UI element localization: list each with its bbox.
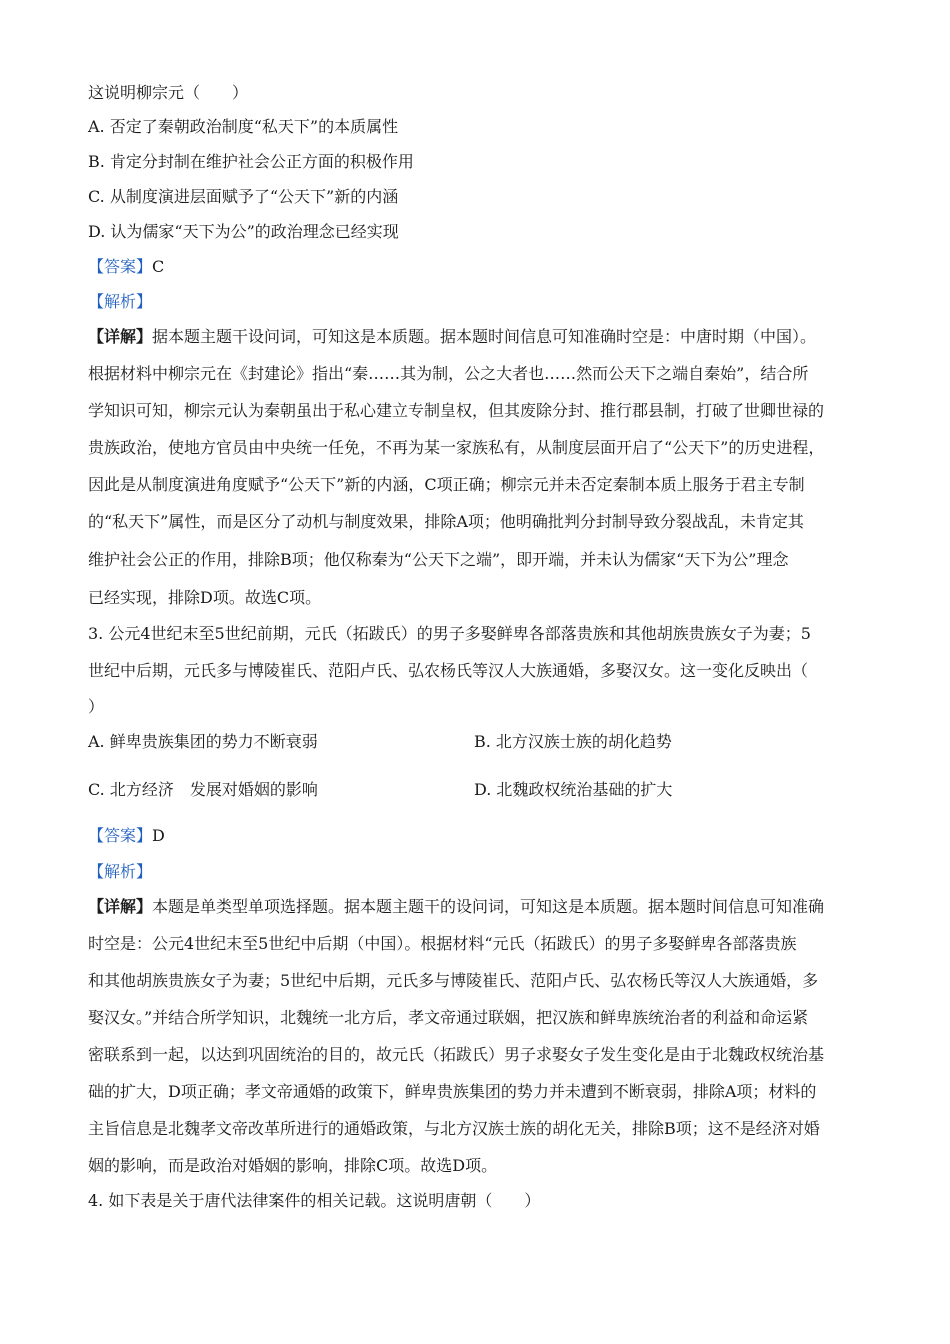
- q2-option-a: A. 否定了秦朝政治制度“私天下”的本质属性: [88, 117, 399, 136]
- q2-option-c: C. 从制度演进层面赋予了“公天下”新的内涵: [88, 187, 399, 206]
- q2-detail-line-5: 的“私天下”属性，而是区分了动机与制度效果，排除A项；他明确批判分封制导致分裂战乱，未肯定其: [88, 512, 804, 531]
- q2-answer-line: [88, 257, 863, 277]
- q3-detail-text-0: 本题是单类型单项选择题。据本题主题干的设问词，可知这是本质题。据本题时间信息可知准确: [152, 897, 825, 916]
- q2-detail-line-7: 已经实现，排除D项。故选C项。: [88, 588, 322, 607]
- q3-detail-line-2: 和其他胡族贵族女子为妻；5世纪中后期，元氏多与博陵崔氏、范阳卢氏、弘农杨氏等汉人大族通婚，多: [88, 971, 819, 990]
- q2-detail-line-3: 贵族政治，使地方官员由中央统一任免，不再为某一家族私有，从制度层面开启了“公天下”的历史进程，: [88, 438, 825, 457]
- q2-detail-text-0: 据本题主题干设问词，可知这是本质题。据本题时间信息可知准确时空是：中唐时期（中国）。: [152, 327, 817, 346]
- q3-detail-tag: 【详解】: [88, 897, 153, 916]
- q3-stem-line-2: ）: [88, 697, 105, 716]
- q2-answer-tag: 【答案】: [88, 257, 153, 276]
- q3-detail-line-4: 密联系到一起，以达到巩固统治的目的，故元氏（拓跋氏）男子求娶女子发生变化是由于北魏政权统治基: [88, 1045, 825, 1064]
- q3-stem-line-1: 世纪中后期，元氏多与博陵崔氏、范阳卢氏、弘农杨氏等汉人大族通婚，多娶汉女。这一变化反映出（: [88, 661, 809, 680]
- q3-analysis-line: [88, 862, 863, 882]
- q2-answer-value: C: [152, 257, 165, 276]
- q3-detail-line-6: 主旨信息是北魏孝文帝改革所进行的通婚政策，与北方汉族士族的胡化无关，排除B项；这不是经济对婚: [88, 1119, 820, 1138]
- q3-option-c: C. 北方经济 发展对婚姻的影响: [88, 780, 318, 799]
- q2-option-b: B. 肯定分封制在维护社会公正方面的积极作用: [88, 152, 414, 171]
- q3-detail-line-7: 姻的影响，而是政治对婚姻的影响，排除C项。故选D项。: [88, 1156, 498, 1175]
- q4-stem: 4. 如下表是关于唐代法律案件的相关记载。这说明唐朝（ ）: [88, 1191, 541, 1210]
- q2-detail-line-6: 维护社会公正的作用，排除B项；他仅称秦为“公天下之端”，即开端，并未认为儒家“天下为公”理念: [88, 550, 789, 569]
- q3-detail-line-0: [88, 897, 863, 917]
- q3-answer-value: D: [152, 826, 165, 845]
- q2-analysis-line: [88, 292, 863, 312]
- q3-option-a: A. 鲜卑贵族集团的势力不断衰弱: [88, 732, 318, 751]
- q3-option-d: D. 北魏政权统治基础的扩大: [474, 780, 673, 799]
- q2-option-d: D. 认为儒家“天下为公”的政治理念已经实现: [88, 222, 399, 241]
- q2-analysis-tag: 【解析】: [88, 292, 153, 311]
- q2-detail-line-1: 根据材料中柳宗元在《封建论》指出“秦……其为制，公之大者也……然而公天下之端自秦始”，结合所: [88, 364, 809, 383]
- q3-detail-line-3: 娶汉女。”并结合所学知识，北魏统一北方后，孝文帝通过联姻，把汉族和鲜卑族统治者的利益和命运紧: [88, 1008, 809, 1027]
- q3-stem-line-0: 3. 公元4世纪末至5世纪前期，元氏（拓跋氏）的男子多娶鲜卑各部落贵族和其他胡族贵族女子为妻；5: [88, 624, 811, 643]
- q3-answer-tag: 【答案】: [88, 826, 153, 845]
- q2-stem-tail: 这说明柳宗元（ ）: [88, 83, 249, 102]
- q2-detail-tag: 【详解】: [88, 327, 153, 346]
- q3-analysis-tag: 【解析】: [88, 862, 153, 881]
- q3-option-b: B. 北方汉族士族的胡化趋势: [474, 732, 672, 751]
- q2-detail-line-2: 学知识可知，柳宗元认为秦朝虽出于私心建立专制皇权，但其废除分封、推行郡县制，打破了世卿世禄的: [88, 401, 825, 420]
- q3-detail-line-5: 础的扩大，D项正确；孝文帝通婚的政策下，鲜卑贵族集团的势力并未遭到不断衰弱，排除A项；材料的: [88, 1082, 817, 1101]
- q2-detail-line-4: 因此是从制度演进角度赋予“公天下”新的内涵，C项正确；柳宗元并未否定秦制本质上服务于君主专制: [88, 475, 805, 494]
- q3-answer-line: [88, 826, 863, 846]
- q3-detail-line-1: 时空是：公元4世纪末至5世纪中后期（中国）。根据材料“元氏（拓跋氏）的男子多娶鲜卑各部落贵族: [88, 934, 797, 953]
- q2-detail-line-0: [88, 327, 863, 347]
